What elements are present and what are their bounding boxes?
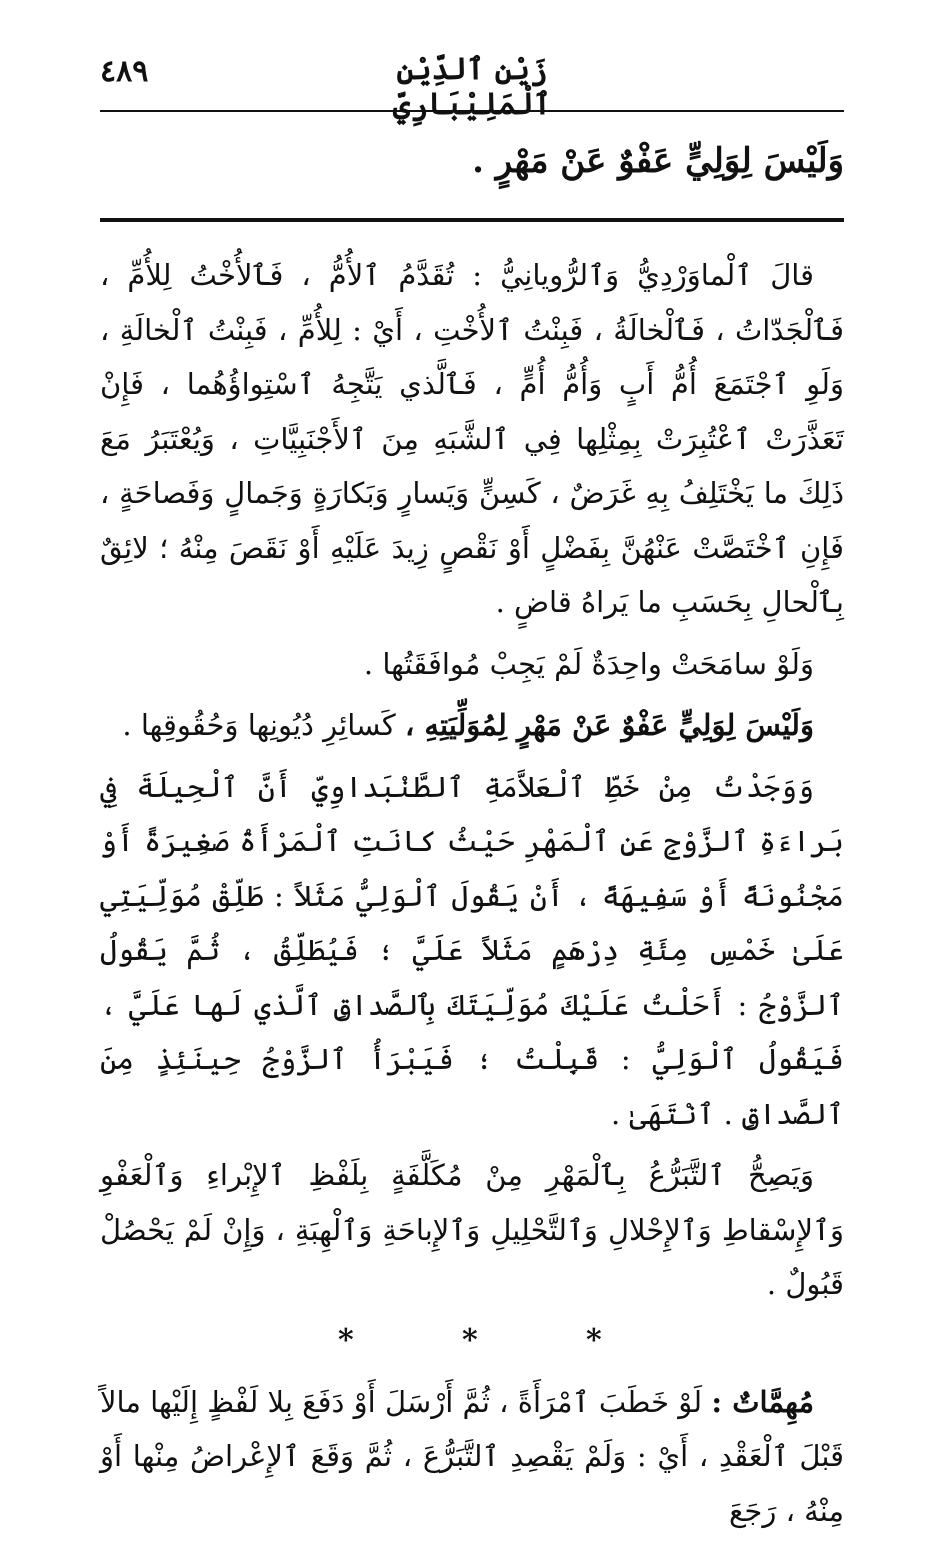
separator-star: * — [586, 1322, 602, 1358]
muhimmat-paragraph — [100, 1375, 844, 1539]
matn-text: وَلَيْسَ لِوَلِيٍّ عَفْوٌ عَنْ مَهْرٍ . — [472, 141, 844, 181]
separator-star: * — [462, 1322, 478, 1358]
paragraph-5: وَيَصِحُّ ٱلتَّبَرُّعُ بِٱلْمَهْرِ مِنْ مُكَلَّفَةٍ بِلَفْظِ ٱلإِبْراءِ وَٱلْعَفْوِ وَٱلإِسْقاطِ وَٱلإِحْلالِ وَٱلتَّحْلِيلِ وَٱلإِباحَةِ وَٱلْهِبَةِ ، وَإِنْ لَمْ يَحْصُلْ قَبُولٌ . — [100, 1158, 844, 1301]
paragraph-3-text: كَسائِرِ دُيُونِها وَحُقُوقِها . — [122, 708, 396, 742]
section-separator — [100, 1319, 844, 1375]
muhimmat-text: لَوْ خَطَبَ ٱمْرَأَةً ، ثُمَّ أَرْسَلَ أَوْ دَفَعَ بِلا لَفْظٍ إِلَيْها مالاً قَبْلَ ٱلْعَقْدِ ، أَيْ : وَلَمْ يَقْصِدِ ٱلتَّبَرُّعَ ، ثُمَّ وَقَعَ ٱلإِعْراضُ مِنْها أَوْ مِنْهُ ، رَجَعَ — [100, 1384, 844, 1528]
page-header — [100, 40, 844, 122]
book-page — [100, 40, 844, 1545]
paragraph-4: وَوَجَدْتُ مِنْ خَطِّ ٱلْعَلاَّمَةِ ٱلطَّنْبَداوِيِّ أَنَّ ٱلْحِيلَةَ فِي بَراءَةِ ٱلزَّوْجِ عَنِ ٱلْمَهْرِ حَيْثُ كانَتِ ٱلْمَرْأَةُ صَغِيرَةً أَوْ مَجْنُونَةً أَوْ سَفِيهَةً ، أَنْ يَقُولَ ٱلْوَلِيُّ مَثَلاً : طَلِّقْ مُوَلِّيَتِي عَلَىٰ خَمْسِ مِئَةِ دِرْهَمٍ مَثَلاً عَلَيَّ ؛ فَيُطَلِّقُ ، ثُمَّ يَقُولُ ٱلزَّوْجُ : أَحَلْتُ عَلَيْكَ مُوَلِّيَتَكَ بِٱلصَّداقِ ٱلَّذي لَها عَلَيَّ ، فَيَقُولُ ٱلْوَلِيُّ : قَبِلْتُ ؛ فَيَبْرَأُ ٱلزَّوْجُ حِينَئِذٍ مِنَ ٱلصَّداقِ . ٱنْتَهَىٰ . — [100, 769, 844, 1131]
muhimmat-heading: مُهِمَّاتٌ : — [711, 1384, 815, 1419]
paragraph-3 — [100, 698, 844, 753]
header-rule — [100, 110, 844, 112]
commentary — [100, 248, 844, 1538]
running-title: زَيْن ٱلدِّيْنِ ٱلْمَلِيْبَارِيّ — [392, 52, 552, 122]
paragraph-2: وَلَوْ سامَحَتْ واحِدَةٌ لَمْ يَجِبْ مُوافَقَتُها . — [363, 646, 814, 681]
matn-commentary-divider — [100, 218, 844, 222]
paragraph-3-matn-lead: وَلَيْسَ لِوَلِيٍّ عَفْوٌ عَنْ مَهْرٍ لِمُوَلِّيَتِهِ ، — [404, 708, 814, 742]
separator-star: * — [338, 1322, 354, 1358]
page-number: ٤٨٩ — [100, 54, 149, 89]
paragraph-1: قالَ ٱلْماوَرْدِيُّ وَٱلرُّويانِيُّ : تُقَدَّمُ ٱلأُمُّ ، فَٱلأُخْتُ لِلأُمِّ ، فَٱلْجَدّاتُ ، فَٱلْخالَةُ ، فَبِنْتُ ٱلأُخْتِ ، أَيْ : لِلأُمِّ ، فَبِنْتُ ٱلْخالَةِ ، وَلَوِ ٱجْتَمَعَ أُمُّ أَبٍ وَأُمُّ أُمٍّ ، فَٱلَّذي يَتَّجِهُ ٱسْتِواؤُهُما ، فَإِنْ تَعَذَّرَتْ ٱعْتُبِرَتْ بِمِثْلِها فِي ٱلشَّبَهِ مِنَ ٱلأَجْنَبِيَّاتِ ، وَيُعْتَبَرُ مَعَ ذَلِكَ ما يَخْتَلِفُ بِهِ غَرَضٌ ، كَسِنٍّ وَيَسارٍ وَبَكارَةٍ وَجَمالٍ وَفَصاحَةٍ ، فَإِنِ ٱخْتَصَّتْ عَنْهُنَّ بِفَضْلٍ أَوْ نَقْصٍ زِيدَ عَلَيْهِ أَوْ نَقَصَ مِنْهُ ؛ لائِقٌ بِٱلْحالِ بِحَسَبِ ما يَراهُ قاضٍ . — [100, 258, 844, 619]
